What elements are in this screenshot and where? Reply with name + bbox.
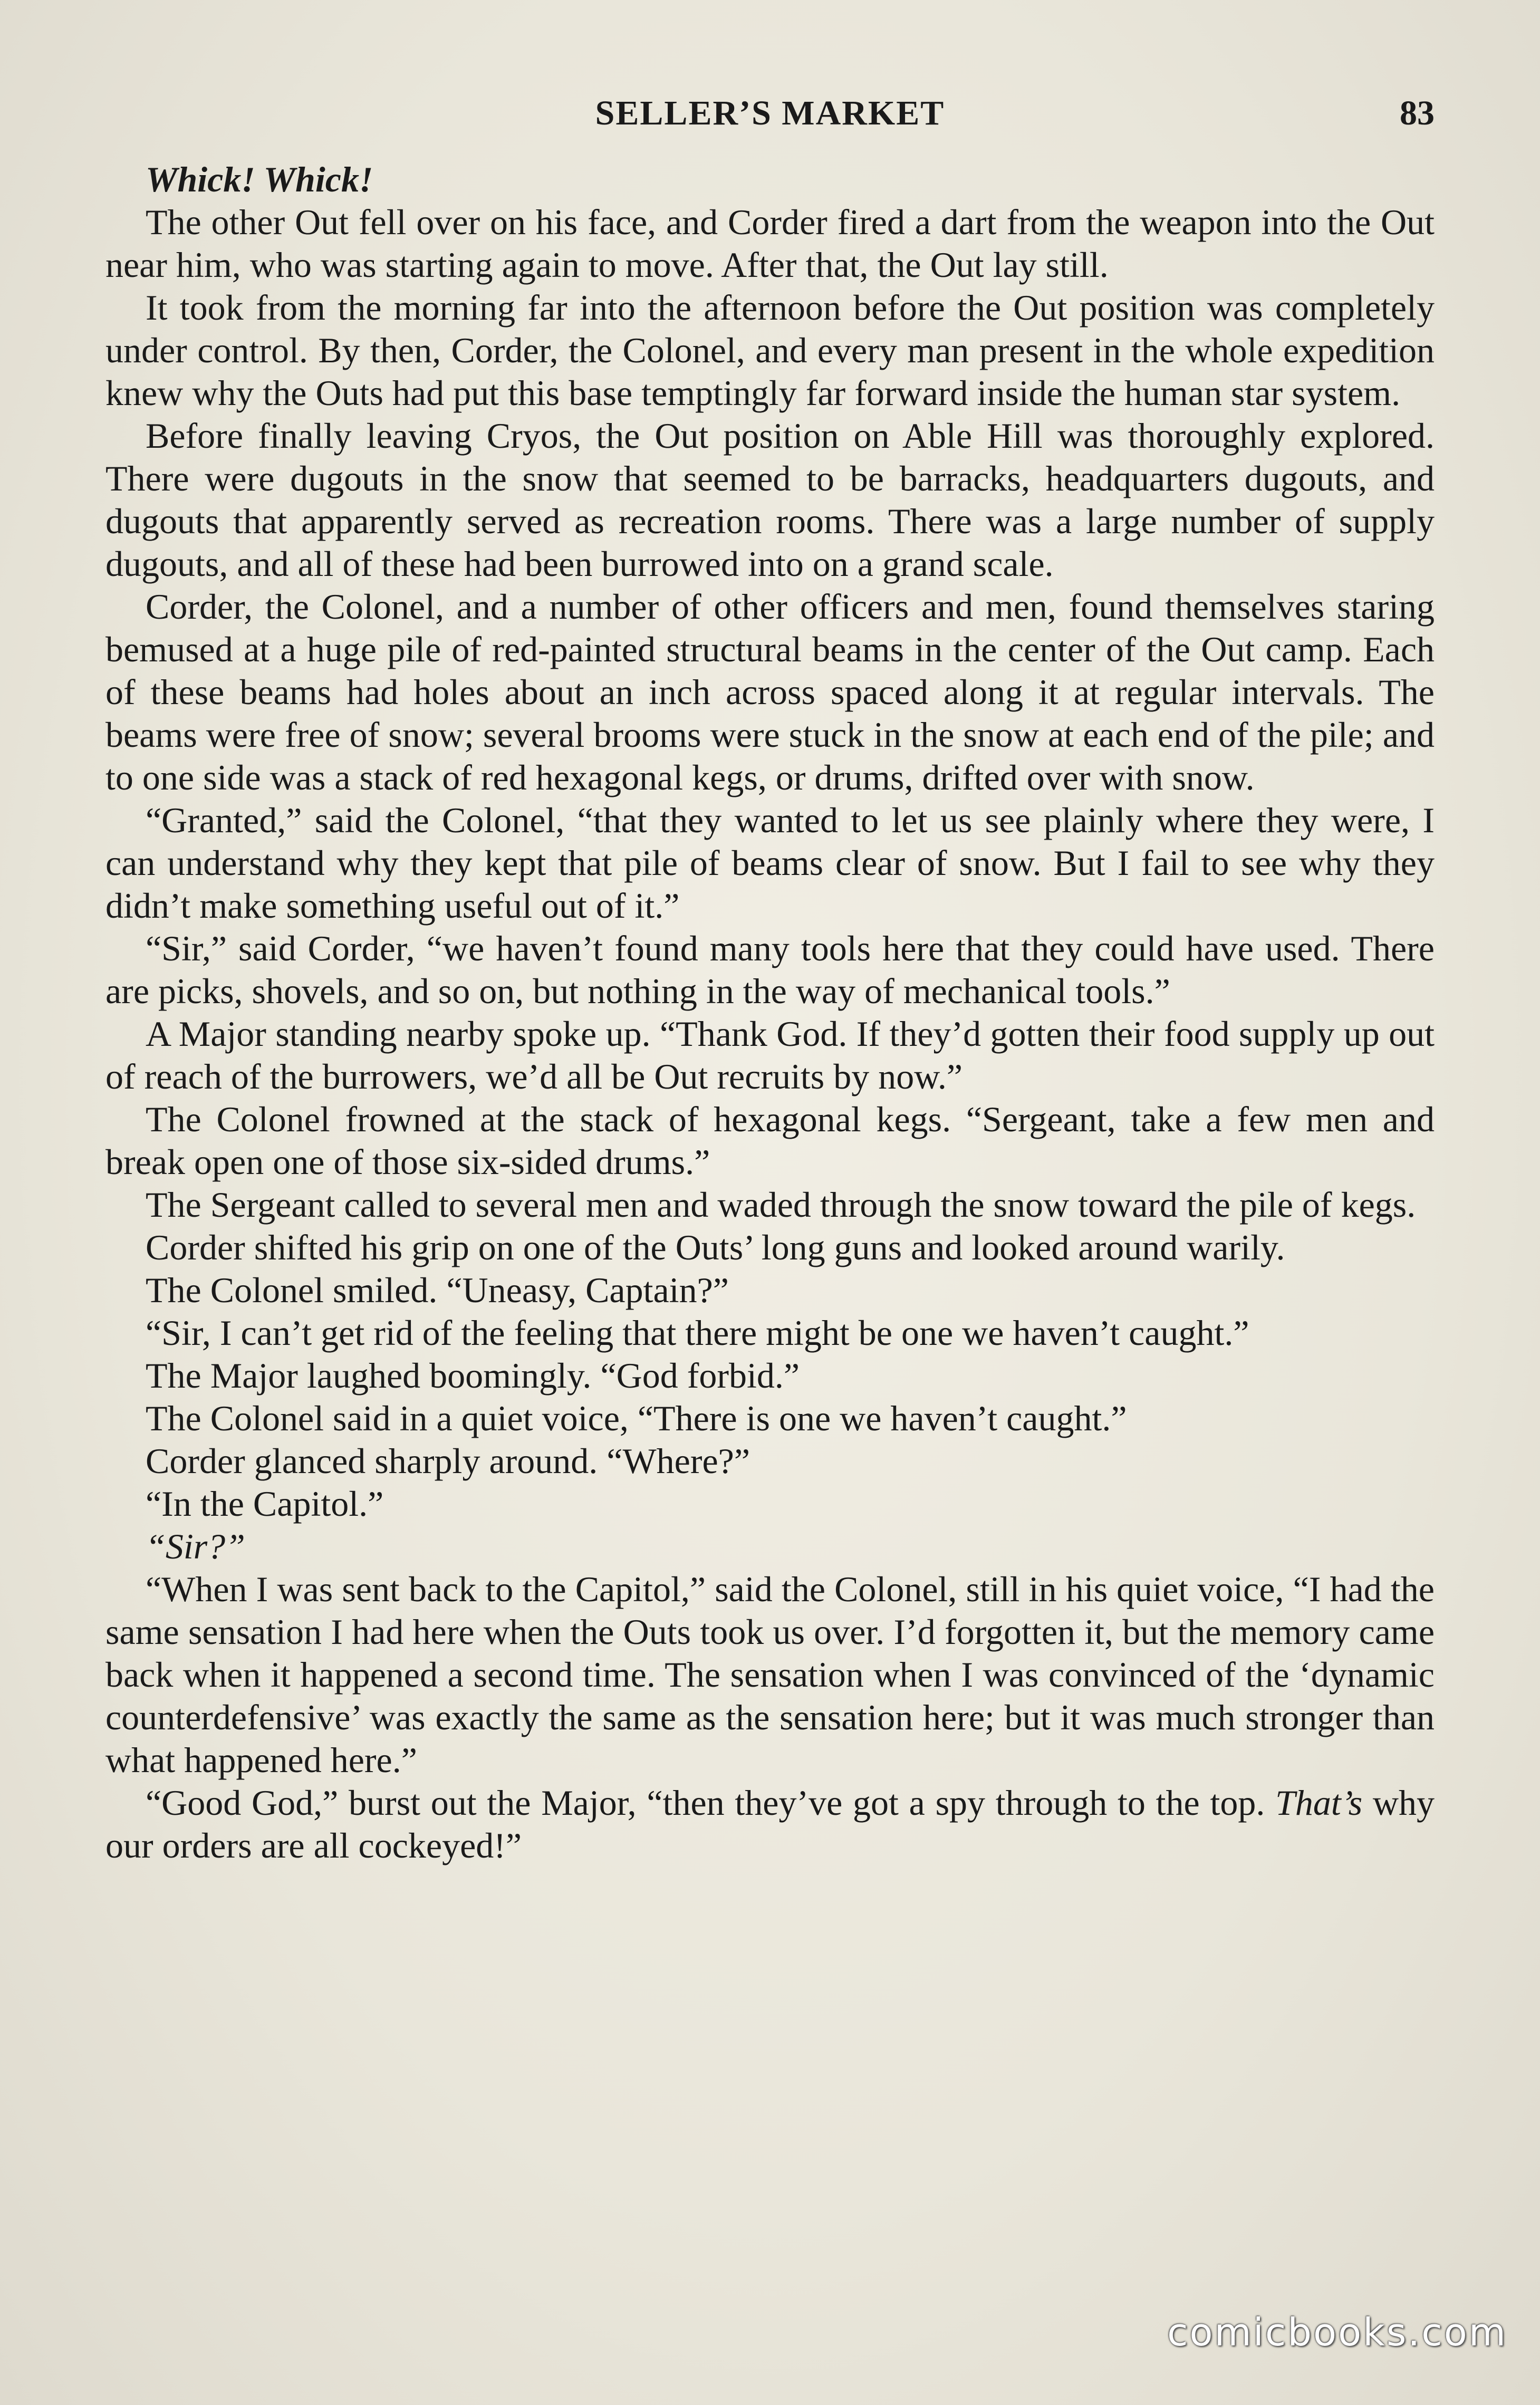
paragraph xyxy=(105,1525,1435,1568)
paragraph: It took from the morning far into the afternoon before the Out position was completely under control. By then, Corder, the Colonel, and every man present in the whole expedition knew why the Outs had put this base temptingly far forward inside the human star system. xyxy=(105,287,1435,413)
paragraph: Before finally leaving Cryos, the Out position on Able Hill was thoroughly explored. There were dugouts in the snow that seemed to be barracks, headquarters dugouts, and dugouts that apparently served as recreation rooms. There was a large number of supply dugouts, and all of these had been burrowed into on a grand scale. xyxy=(105,416,1435,584)
paragraph: Corder, the Colonel, and a number of other officers and men, found themselves staring bemused at a huge pile of red-painted structural beams in the center of the Out camp. Each of these beams had holes about an inch across spaced along it at regular intervals. The beams were free of snow; several brooms were stuck in the snow at each end of the pile; and to one side was a stack of red hexagonal kegs, or drums, drifted over with snow. xyxy=(105,586,1435,797)
paragraph: “When I was sent back to the Capitol,” said the Colonel, still in his quiet voice, “I had the same sensation I had here when the Outs took us over. I’d forgotten it, but the memory came back when it happened a second time. The sensation when I was convinced of the ‘dynamic counterdefensive’ was exactly the same as the sensation here; but it was much stronger than what happened here.” xyxy=(105,1569,1435,1780)
paragraph: The Sergeant called to several men and waded through the snow toward the pile of kegs. xyxy=(146,1185,1416,1225)
paragraph-text: “Good God,” burst out the Major, “then they’ve got a spy through to the top. xyxy=(146,1783,1276,1823)
paragraph: The Colonel frowned at the stack of hexagonal kegs. “Sergeant, take a few men and break open one of those six-sided drums.” xyxy=(105,1099,1435,1182)
paragraph: The other Out fell over on his face, and Corder fired a dart from the weapon into the Out near him, who was starting again to move. After that, the Out lay still. xyxy=(105,202,1435,285)
paragraph: The Colonel smiled. “Uneasy, Captain?” xyxy=(146,1270,729,1310)
page-header xyxy=(105,90,1435,137)
paragraph: Corder shifted his grip on one of the Outs’ long guns and looked around warily. xyxy=(146,1227,1285,1267)
paragraph-text: why our orders are all cockeyed!” xyxy=(105,1783,1435,1865)
paragraph: “Sir,” said Corder, “we haven’t found many tools here that they could have used. There are picks, shovels, and so on, but nothing in the way of mechanical tools.” xyxy=(105,928,1435,1011)
paragraph: The Major laughed boomingly. “God forbid.” xyxy=(146,1355,800,1396)
italic-question: “Sir?” xyxy=(146,1526,245,1566)
paragraph xyxy=(105,1782,1435,1867)
paragraph: “In the Capitol.” xyxy=(146,1484,384,1524)
paragraph: The Colonel said in a quiet voice, “There is one we haven’t caught.” xyxy=(146,1398,1127,1438)
running-title: SELLER’S MARKET xyxy=(595,94,945,132)
watermark-logo: comicbooks.com xyxy=(1167,2310,1507,2354)
italic-emphasis: That’s xyxy=(1275,1783,1363,1823)
paragraph xyxy=(105,158,1435,201)
paragraph: “Granted,” said the Colonel, “that they wanted to let us see plainly where they were, I can understand why they kept that pile of beams clear of snow. But I fail to see why they didn’t make something useful out of it.” xyxy=(105,800,1435,926)
paragraph: Corder glanced sharply around. “Where?” xyxy=(146,1441,750,1481)
sound-effect: Whick! Whick! xyxy=(146,159,373,199)
paragraph: A Major standing nearby spoke up. “Thank God. If they’d gotten their food supply up out of reach of the burrowers, we’d all be Out recruits by now.” xyxy=(105,1014,1435,1096)
page-number: 83 xyxy=(1400,94,1435,132)
paragraph: “Sir, I can’t get rid of the feeling that there might be one we haven’t caught.” xyxy=(146,1313,1249,1353)
body-text xyxy=(105,158,1435,1867)
